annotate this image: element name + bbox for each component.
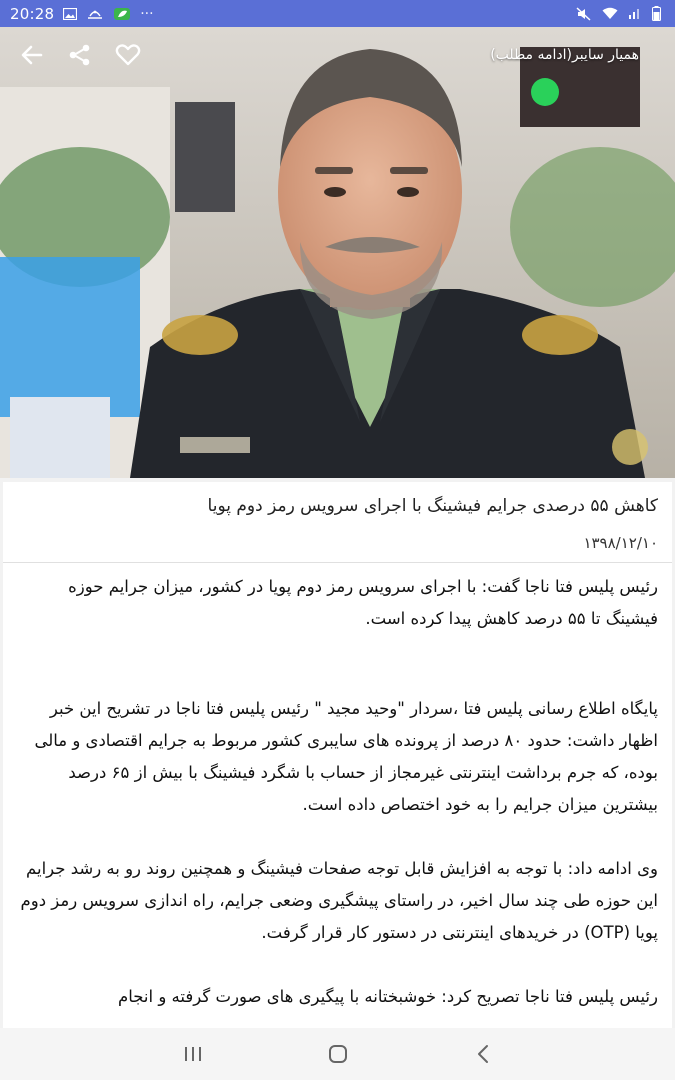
article-date: ۱۳۹۸/۱۲/۱۰ — [583, 533, 658, 552]
article-title: کاهش ۵۵ درصدی جرایم فیشینگ با اجرای سرویس رمز دوم پویا — [207, 496, 658, 516]
toolbar-title: همیار سایبر(ادامه مطلب) — [490, 47, 639, 63]
status-right — [576, 6, 661, 21]
weather-icon — [86, 8, 104, 20]
article-paragraph: وی ادامه داد: با توجه به افزایش قابل توجه صفحات فیشینگ و همچنین روند رو به رشد جرایم این حوزه طی چند سال اخیر، در راستای پیشگیری وضعی جرایم، راه اندازی سرویس رمز دوم پویا (OTP) در خریدهای اینترنتی در دستور کار قرار گرفت. — [20, 858, 658, 942]
article-paragraph: رئیس پلیس فتا ناجا گفت: با اجرای سرویس رمز دوم پویا در کشور، میزان جرایم حوزه فیشینگ تا ۵۵ درصد کاهش پیدا کرده است. — [68, 576, 658, 628]
recent-apps-icon[interactable] — [173, 1034, 213, 1074]
wifi-icon — [602, 7, 618, 20]
back-nav-icon[interactable] — [463, 1034, 503, 1074]
portrait-photo — [0, 27, 675, 478]
system-nav-bar — [0, 1028, 675, 1080]
article-header — [3, 482, 672, 563]
toolbar-icons — [18, 41, 142, 69]
mute-icon — [576, 7, 592, 21]
status-time: 20:28 — [10, 4, 55, 23]
status-more: ··· — [140, 5, 154, 22]
article-body[interactable] — [3, 563, 672, 1013]
back-arrow-icon[interactable] — [18, 41, 46, 69]
article-paragraph: رئیس پلیس فتا ناجا تصریح کرد: خوشبختانه با پیگیری های صورت گرفته و انجام — [118, 986, 658, 1006]
home-icon[interactable] — [318, 1034, 358, 1074]
image-icon — [63, 8, 77, 20]
status-bar — [0, 0, 675, 27]
signal-icon — [628, 7, 642, 20]
favorite-heart-icon[interactable] — [114, 41, 142, 69]
article-card — [3, 482, 672, 1028]
hero-image — [0, 27, 675, 478]
share-icon[interactable] — [66, 41, 94, 69]
status-left — [10, 5, 154, 23]
app-toolbar — [0, 27, 675, 83]
article-paragraph: پایگاه اطلاع رسانی پلیس فتا ،سردار "وحید مجید " رئیس پلیس فتا ناجا در تشریح این خبر اظهار داشت: حدود ۸۰ درصد از پرونده های سایبری کشور مربوط به جرایم اقتصادی و مالی بوده، که جرم برداشت اینترنتی غیرمجاز از حساب با شگرد فیشینگ با بیش از ۶۵ درصد بیشترین میزان جرایم را به خود اختصاص داده است. — [34, 698, 658, 814]
app-leaf-icon — [113, 6, 131, 22]
battery-icon — [652, 6, 661, 21]
